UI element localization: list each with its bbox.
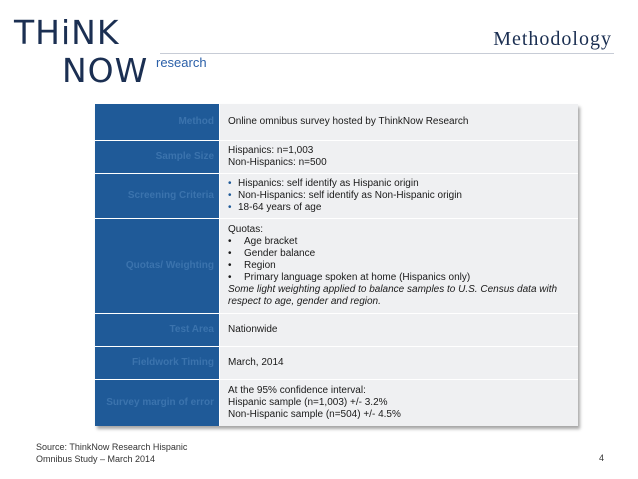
logo-think-text: THiNK [14, 13, 120, 52]
source-line: Omnibus Study – March 2014 [36, 454, 156, 464]
row-value [219, 347, 578, 379]
table-row-margin-of-error [95, 380, 578, 426]
table-row-test-area [95, 314, 578, 347]
row-value [219, 104, 578, 140]
row-label: Sample Size [95, 141, 219, 173]
row-label: Survey margin of error [95, 380, 219, 426]
row-label: Method [95, 104, 219, 140]
row-label: Quotas/ Weighting [95, 219, 219, 313]
value-line: Hispanics: n=1,003 [228, 145, 314, 156]
value-line: Quotas: [228, 224, 264, 235]
bullet-item: • Region [228, 260, 276, 271]
bullet-item: • Primary language spoken at home (Hispanics only) [228, 272, 471, 283]
thinknow-logo [0, 0, 240, 100]
table-row-fieldwork-timing [95, 347, 578, 380]
value-line: Online omnibus survey hosted by ThinkNow Research [228, 116, 469, 127]
row-label: Fieldwork Timing [95, 347, 219, 379]
row-value [219, 219, 578, 313]
row-value [219, 141, 578, 173]
source-line: Source: ThinkNow Research Hispanic [36, 442, 188, 452]
row-value [219, 380, 578, 426]
table-row-quotas-weighting [95, 219, 578, 314]
title-divider [160, 53, 614, 54]
value-line: Non-Hispanics: n=500 [228, 157, 327, 168]
value-line: Hispanic sample (n=1,003) +/- 3.2% [228, 397, 388, 408]
value-line: At the 95% confidence interval: [228, 385, 366, 396]
value-line: March, 2014 [228, 357, 284, 368]
page-number: 4 [598, 453, 604, 463]
page-title: Methodology [493, 28, 612, 50]
methodology-table [95, 104, 578, 426]
row-label: Screening Criteria [95, 174, 219, 218]
logo-research-text: research [156, 55, 207, 70]
value-line: Non-Hispanic sample (n=504) +/- 4.5% [228, 409, 401, 420]
bullet-item: • Hispanics: self identify as Hispanic origin [228, 178, 419, 189]
table-row-method [95, 104, 578, 141]
bullet-item: • 18-64 years of age [228, 202, 322, 213]
table-row-screening-criteria [95, 174, 578, 219]
value-line: Nationwide [228, 324, 278, 335]
logo-now-text: NOW [62, 51, 149, 90]
row-value [219, 174, 578, 218]
row-label: Test Area [95, 314, 219, 346]
weighting-note: Some light weighting applied to balance samples to U.S. Census data with respect to age, gender and region. [228, 284, 558, 307]
source-note [36, 441, 187, 465]
bullet-item: • Non-Hispanics: self identify as Non-Hispanic origin [228, 190, 462, 201]
bullet-item: • Age bracket [228, 236, 298, 247]
table-row-sample-size [95, 141, 578, 174]
row-value [219, 314, 578, 346]
bullet-item: • Gender balance [228, 248, 316, 259]
